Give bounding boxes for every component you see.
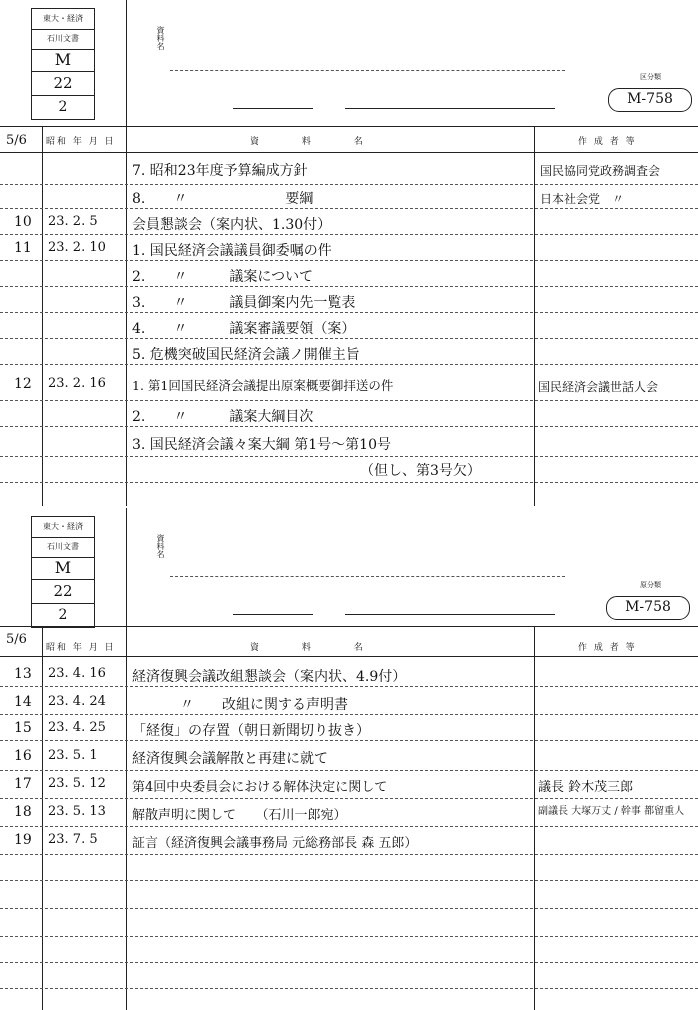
stamp-line: 2	[58, 99, 68, 115]
page-fraction: 5/6	[6, 632, 27, 647]
date-column-header: 昭和 年 月 日	[46, 137, 116, 147]
record-number: 12	[14, 376, 32, 392]
record-title: 解散声明に関して （石川一郎宛）	[132, 808, 347, 823]
record-date: 23. 2. 10	[48, 240, 106, 255]
stamp-line: 東大・経済	[32, 517, 94, 538]
record-date: 23. 5. 1	[48, 748, 98, 763]
stamp-line: 石川文書	[32, 537, 94, 558]
record-title: 経済復興会議解散と再建に就て	[132, 751, 328, 767]
classification-code: M-758	[606, 596, 690, 620]
record-number: 19	[14, 832, 32, 848]
record-title: 経済復興会議改組懇談会（案内状、4.9付）	[132, 669, 407, 685]
record-author: 日本社会党 〃	[540, 192, 625, 206]
record-title: （但し、第3号欠）	[360, 463, 481, 479]
record-date: 23. 4. 16	[48, 666, 106, 681]
record-title: 3. 〃 議員御案内先一覧表	[132, 295, 356, 311]
record-number: 10	[14, 214, 32, 230]
record-title: 証言（経済復興会議事務局 元総務部長 森 五郎）	[132, 836, 418, 851]
record-date: 23. 5. 13	[48, 804, 106, 819]
record-date: 23. 2. 5	[48, 214, 98, 229]
record-date: 23. 4. 25	[48, 720, 106, 735]
record-number: 11	[14, 240, 32, 256]
author-column-header: 作 成 者 等	[578, 137, 637, 147]
record-title: 3. 国民経済会議々案大綱 第1号〜第10号	[132, 437, 391, 453]
stamp-line: 東大・経済	[32, 9, 94, 30]
archive-stamp	[31, 8, 95, 120]
record-title: 「経復」の存置（朝日新聞切り抜き）	[132, 723, 370, 739]
stamp-line: 22	[32, 579, 94, 604]
record-date: 23. 4. 24	[48, 694, 106, 709]
stamp-line: 2	[58, 607, 68, 623]
record-author: 国民経済会議世話人会	[538, 380, 659, 394]
record-title: 1. 国民経済会議議員御委嘱の件	[132, 243, 332, 259]
stamp-line: M	[32, 49, 94, 72]
record-title: 第4回中央委員会における解体決定に関して	[132, 780, 388, 795]
record-number: 16	[14, 748, 32, 764]
stamp-line: 石川文書	[32, 29, 94, 50]
date-column-header: 昭和 年 月 日	[46, 643, 116, 653]
record-block-2	[0, 508, 698, 1010]
archive-stamp	[31, 516, 95, 628]
record-title: 5. 危機突破国民経済会議ノ開催主旨	[132, 347, 360, 363]
record-title: 2. 〃 議案大綱目次	[132, 409, 314, 425]
title-column-header: 資 料 名	[250, 643, 383, 653]
record-title: 4. 〃 議案審議要領（案）	[132, 321, 356, 337]
record-date: 23. 2. 16	[48, 376, 106, 391]
record-title: 2. 〃 議案について	[132, 269, 314, 285]
shiryo-mei-label: 資料名	[156, 534, 165, 558]
record-author: 副議長 大塚万丈 / 幹事 都留重人	[538, 806, 685, 817]
record-title: 7. 昭和23年度予算編成方針	[132, 163, 308, 179]
record-date: 23. 5. 12	[48, 776, 106, 791]
record-title: 会員懇談会（案内状、1.30付）	[132, 217, 332, 233]
record-number: 14	[14, 694, 32, 710]
bunrui-label: 原分類	[640, 581, 661, 589]
record-title: 〃 改組に関する声明書	[180, 697, 348, 713]
record-number: 17	[14, 776, 32, 792]
bunrui-label: 区分類	[640, 73, 661, 81]
author-column-header: 作 成 者 等	[578, 643, 637, 653]
record-number: 13	[14, 666, 32, 682]
page-fraction: 5/6	[6, 133, 27, 148]
record-author: 議長 鈴木茂三郎	[538, 780, 634, 795]
record-number: 18	[14, 804, 32, 820]
stamp-line: M	[32, 557, 94, 580]
title-column-header: 資 料 名	[250, 137, 383, 147]
record-title: 8. 〃 要綱	[132, 191, 314, 207]
shiryo-mei-label: 資料名	[156, 26, 165, 50]
stamp-line: 22	[32, 71, 94, 96]
record-title: 1. 第1回国民経済会議提出原案概要御拝送の件	[132, 378, 394, 393]
record-author: 国民協同党政務調査会	[540, 164, 661, 178]
record-number: 15	[14, 720, 32, 736]
record-date: 23. 7. 5	[48, 832, 98, 847]
classification-code: M-758	[608, 88, 692, 112]
